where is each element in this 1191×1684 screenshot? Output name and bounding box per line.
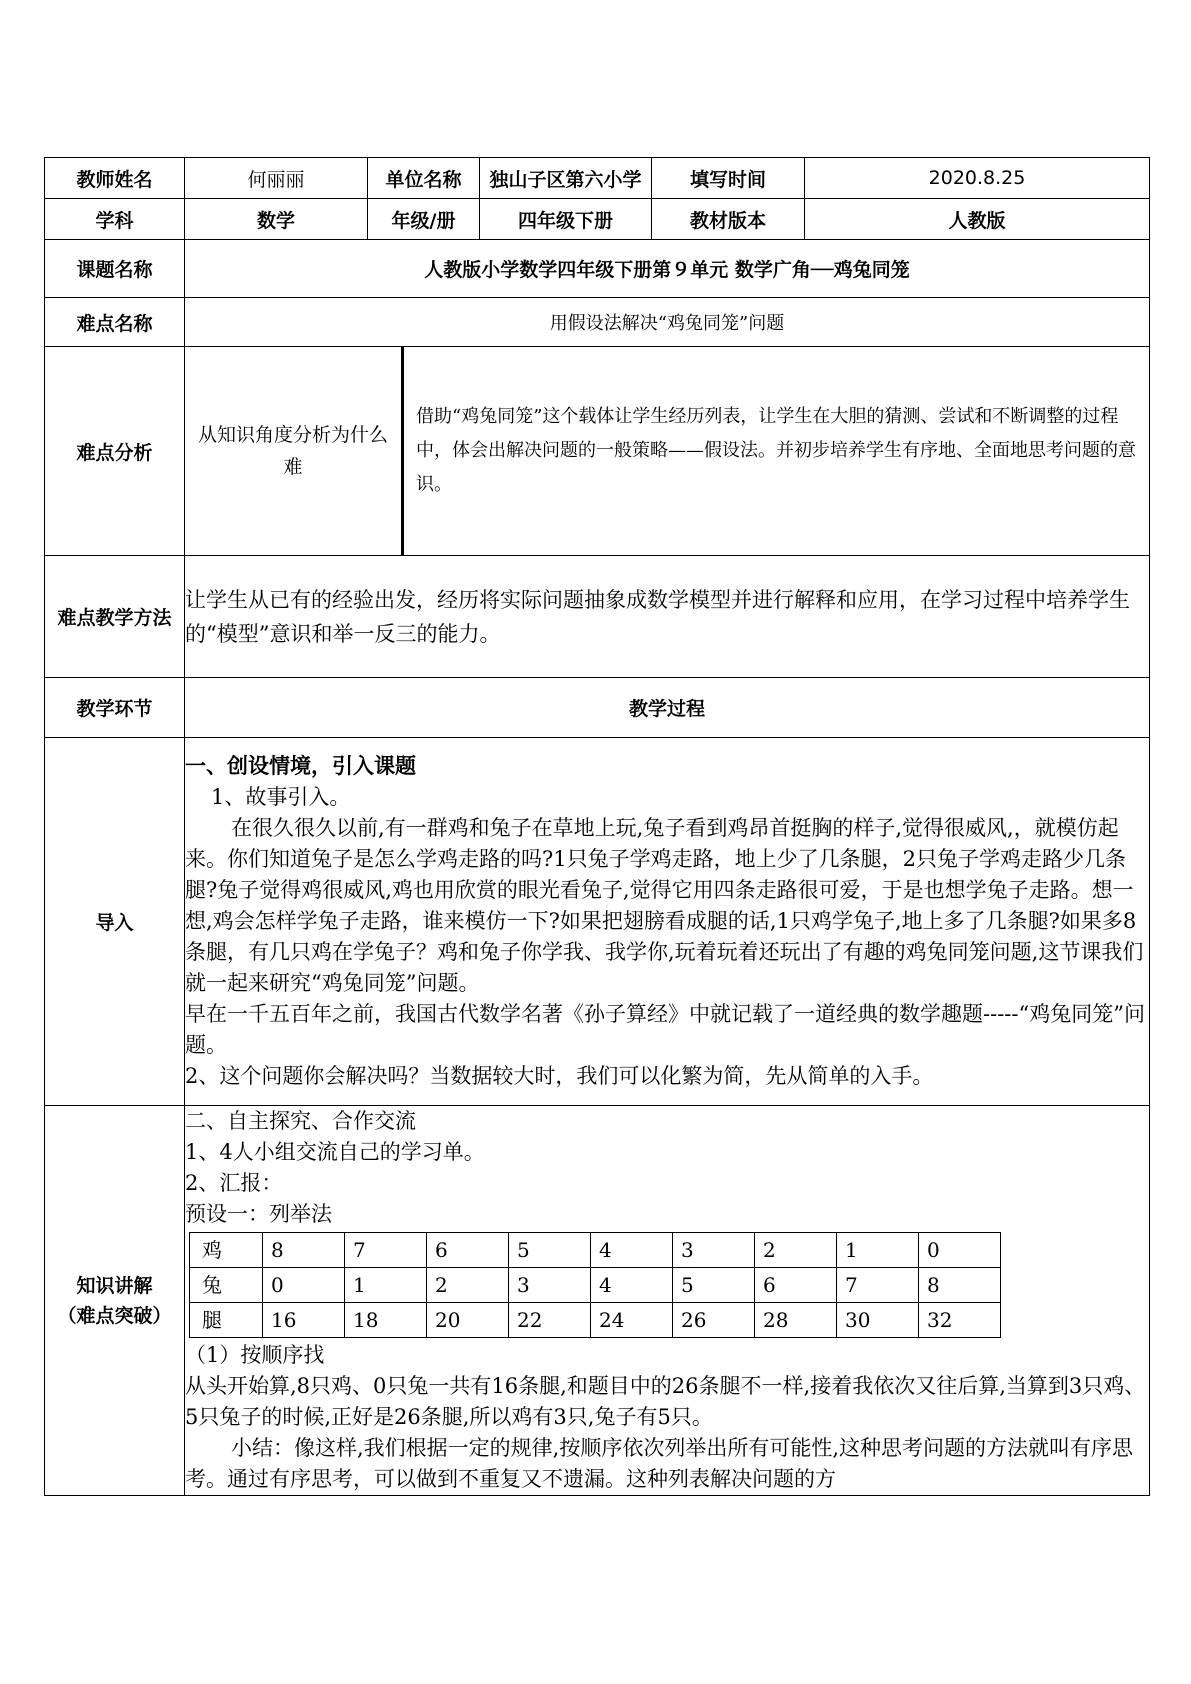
method-value: 让学生从已有的经验出发，经历将实际问题抽象成数学模型并进行解释和应用，在学习过程中培养学生的“模型”意识和举一反三的能力。 bbox=[185, 556, 1150, 678]
enum-cell: 24 bbox=[591, 1303, 673, 1338]
intro-step2: 2、这个问题你会解决吗？当数据较大时，我们可以化繁为简，先从简单的入手。 bbox=[185, 1064, 934, 1088]
lesson-plan-page bbox=[44, 157, 1149, 1496]
difficulty-row bbox=[45, 298, 1150, 347]
analysis-cell bbox=[185, 347, 1150, 556]
enum-cell: 30 bbox=[837, 1303, 919, 1338]
topic-row bbox=[45, 240, 1150, 298]
method-label: 难点教学方法 bbox=[45, 556, 185, 678]
date-label: 填写时间 bbox=[652, 158, 805, 199]
process-header-row bbox=[45, 678, 1150, 738]
enum-row-legs bbox=[190, 1303, 1001, 1338]
analysis-row bbox=[45, 347, 1150, 556]
intro-history: 早在一千五百年之前，我国古代数学名著《孙子算经》中就记载了一道经典的数学趣题-----“鸡兔同笼”问题。 bbox=[185, 1002, 1145, 1057]
knowledge-label bbox=[45, 1106, 185, 1496]
difficulty-value: 用假设法解决“鸡兔同笼”问题 bbox=[185, 298, 1150, 347]
enum-cell: 3 bbox=[509, 1268, 591, 1303]
enum-cell: 8 bbox=[263, 1233, 345, 1268]
enum-cell: 32 bbox=[919, 1303, 1001, 1338]
intro-label: 导入 bbox=[45, 738, 185, 1106]
enum-row-rabbit bbox=[190, 1268, 1001, 1303]
knowledge-heading: 二、自主探究、合作交流 bbox=[185, 1109, 416, 1133]
knowledge-sub1: （1）按顺序找 bbox=[185, 1343, 325, 1367]
knowledge-row bbox=[45, 1106, 1150, 1496]
knowledge-content bbox=[185, 1106, 1150, 1496]
lesson-plan-table bbox=[44, 157, 1150, 1496]
enum-cell: 18 bbox=[345, 1303, 427, 1338]
enum-cell: 5 bbox=[673, 1268, 755, 1303]
enum-label: 腿 bbox=[190, 1303, 263, 1338]
enum-cell: 5 bbox=[509, 1233, 591, 1268]
enum-label: 兔 bbox=[190, 1268, 263, 1303]
knowledge-para2: 小结：像这样,我们根据一定的规律,按顺序依次列举出所有可能性,这种思考问题的方法就叫有序思考。通过有序思考，可以做到不重复又不遗漏。这种列表解决问题的方 bbox=[185, 1436, 1134, 1491]
enum-cell: 1 bbox=[345, 1268, 427, 1303]
edition-value: 人教版 bbox=[805, 199, 1150, 240]
enum-cell: 20 bbox=[427, 1303, 509, 1338]
enum-cell: 7 bbox=[345, 1233, 427, 1268]
difficulty-label: 难点名称 bbox=[45, 298, 185, 347]
subject-label: 学科 bbox=[45, 199, 185, 240]
enum-cell: 4 bbox=[591, 1233, 673, 1268]
intro-content bbox=[185, 738, 1150, 1106]
intro-story: 在很久很久以前,有一群鸡和兔子在草地上玩,兔子看到鸡昂首挺胸的样子,觉得很威风,，就模仿起来。你们知道兔子是怎么学鸡走路的吗?1只兔子学鸡走路，地上少了几条腿，2只兔子学鸡走路少几条腿?兔子觉得鸡很威风,鸡也用欣赏的眼光看兔子,觉得它用四条走路很可爱，于是也想学兔子走路。想一想,鸡会怎样学兔子走路，谁来模仿一下?如果把翅膀看成腿的话,1只鸡学兔子,地上多了几条腿?如果多8条腿，有几只鸡在学兔子？鸡和兔子你学我、我学你,玩着玩着还玩出了有趣的鸡兔同笼问题,这节课我们就一起来研究“鸡兔同笼”问题。 bbox=[185, 816, 1144, 995]
enum-cell: 0 bbox=[263, 1268, 345, 1303]
intro-heading: 一、创设情境，引入课题 bbox=[185, 754, 416, 778]
intro-step1: 1、故事引入。 bbox=[211, 785, 351, 809]
analysis-left-text: 从知识角度分析为什么难 bbox=[185, 347, 404, 555]
enum-row-chicken bbox=[190, 1233, 1001, 1268]
edition-label: 教材版本 bbox=[652, 199, 805, 240]
teacher-value: 何丽丽 bbox=[185, 158, 368, 199]
subject-value: 数学 bbox=[185, 199, 368, 240]
knowledge-line1: 1、4人小组交流自己的学习单。 bbox=[185, 1140, 485, 1164]
enum-cell: 6 bbox=[755, 1268, 837, 1303]
analysis-label: 难点分析 bbox=[45, 347, 185, 556]
enum-cell: 16 bbox=[263, 1303, 345, 1338]
analysis-wrap bbox=[185, 347, 1149, 555]
unit-label: 单位名称 bbox=[368, 158, 480, 199]
enum-cell: 3 bbox=[673, 1233, 755, 1268]
enum-cell: 2 bbox=[755, 1233, 837, 1268]
method-row bbox=[45, 556, 1150, 678]
date-value: 2020.8.25 bbox=[805, 158, 1150, 199]
enum-cell: 8 bbox=[919, 1268, 1001, 1303]
enum-cell: 7 bbox=[837, 1268, 919, 1303]
topic-label: 课题名称 bbox=[45, 240, 185, 298]
enum-cell: 26 bbox=[673, 1303, 755, 1338]
enum-cell: 1 bbox=[837, 1233, 919, 1268]
knowledge-para1: 从头开始算,8只鸡、0只兔一共有16条腿,和题目中的26条腿不一样,接着我依次又往后算,当算到3只鸡、5只兔子的时候,正好是26条腿,所以鸡有3只,兔子有5只。 bbox=[185, 1374, 1146, 1429]
enum-cell: 2 bbox=[427, 1268, 509, 1303]
analysis-right-text: 借助“鸡兔同笼”这个载体让学生经历列表，让学生在大胆的猜测、尝试和不断调整的过程中，体会出解决问题的一般策略——假设法。并初步培养学生有序地、全面地思考问题的意识。 bbox=[416, 406, 1136, 495]
knowledge-label-line2: （难点突破） bbox=[57, 1304, 172, 1327]
enumeration-table bbox=[189, 1232, 1001, 1338]
enum-cell: 0 bbox=[919, 1233, 1001, 1268]
knowledge-label-line1: 知识讲解 bbox=[76, 1274, 153, 1297]
knowledge-line2: 2、汇报： bbox=[185, 1171, 283, 1195]
grade-value: 四年级下册 bbox=[480, 199, 652, 240]
topic-value: 人教版小学数学四年级下册第９单元 数学广角──鸡兔同笼 bbox=[185, 240, 1150, 298]
enum-cell: 22 bbox=[509, 1303, 591, 1338]
header-row-1 bbox=[45, 158, 1150, 199]
enum-cell: 28 bbox=[755, 1303, 837, 1338]
teacher-label: 教师姓名 bbox=[45, 158, 185, 199]
process-label: 教学环节 bbox=[45, 678, 185, 738]
header-row-2 bbox=[45, 199, 1150, 240]
intro-row bbox=[45, 738, 1150, 1106]
knowledge-preset: 预设一：列举法 bbox=[185, 1202, 332, 1226]
enum-cell: 4 bbox=[591, 1268, 673, 1303]
enum-label: 鸡 bbox=[190, 1233, 263, 1268]
grade-label: 年级/册 bbox=[368, 199, 480, 240]
process-value: 教学过程 bbox=[185, 678, 1150, 738]
unit-value: 独山子区第六小学 bbox=[480, 158, 652, 199]
enum-cell: 6 bbox=[427, 1233, 509, 1268]
